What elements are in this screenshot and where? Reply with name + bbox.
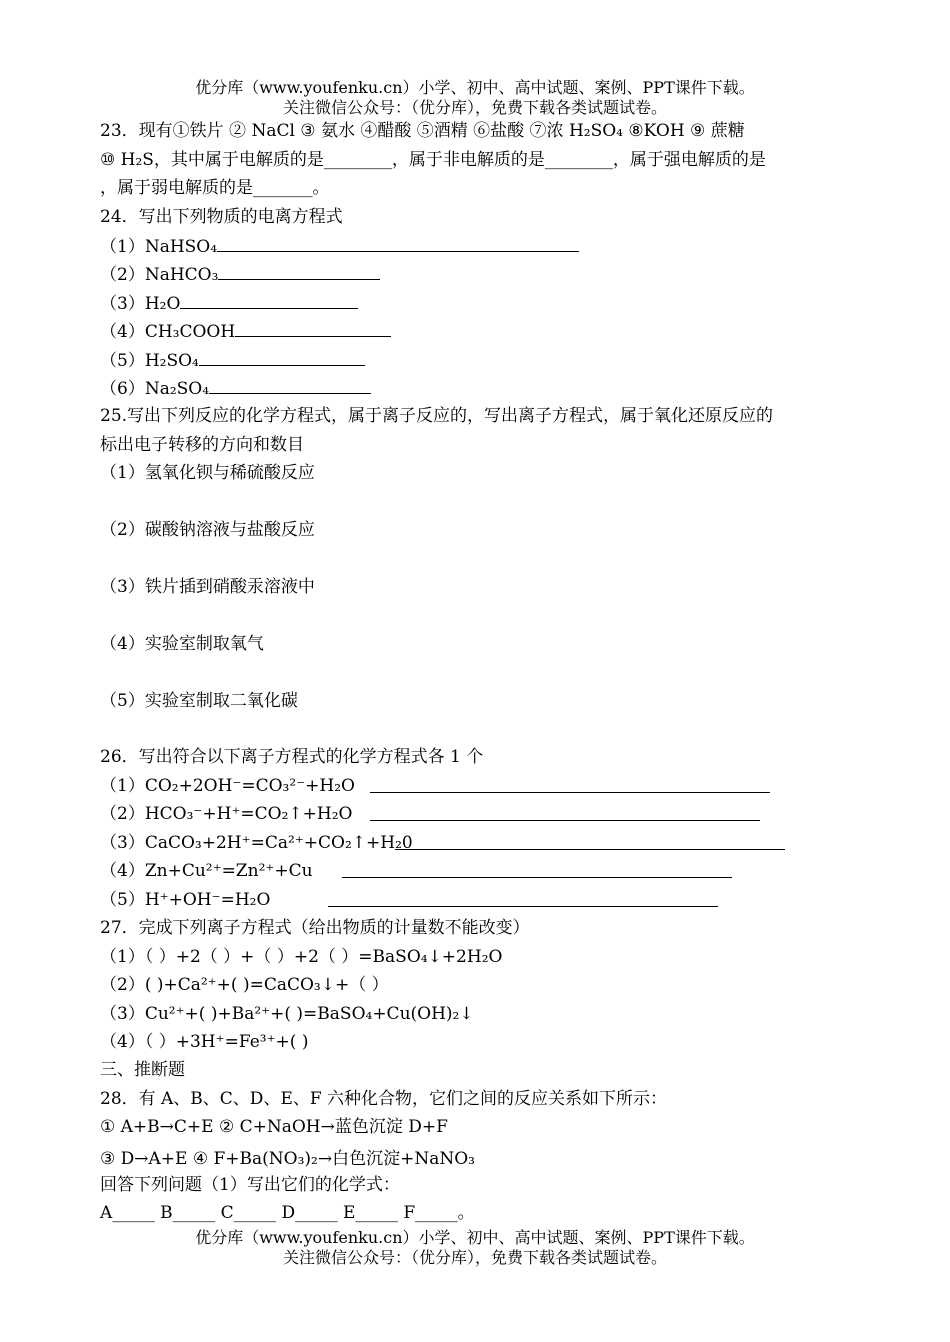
answer-blank[interactable] xyxy=(180,292,358,309)
q28-question: 回答下列问题（1）写出它们的化学式： xyxy=(100,1175,400,1195)
q26-title: 26．写出符合以下离子方程式的化学方程式各 1 个 xyxy=(100,747,484,767)
header-line-1: 优分库（www.youfenku.cn）小学、初中、高中试题、案例、PPT课件下载。 xyxy=(195,78,755,97)
q25-item-4: （4）实验室制取氧气 xyxy=(100,634,264,654)
q26-item-3: （3）CaCO₃+2H⁺=Ca²⁺+CO₂↑+H₂0 xyxy=(100,833,413,853)
q28-title: 28．有 A、B、C、D、E、F 六种化合物，它们之间的反应关系如下所示： xyxy=(100,1089,668,1109)
q27-item-4: （4）（ ）+3H⁺=Fe³⁺+( ) xyxy=(100,1032,309,1052)
answer-blank[interactable] xyxy=(217,235,579,252)
q24-item-1-text: （1）NaHSO₄ xyxy=(100,237,218,257)
q27-item-2: （2）( )+Ca²⁺+( )=CaCO₃↓+（ ） xyxy=(100,975,389,995)
q24-item-2-text: （2）NaHCO₃ xyxy=(100,265,219,285)
q24-item-5 xyxy=(100,349,365,372)
answer-blank[interactable] xyxy=(209,377,371,394)
q23-line-3: ，属于弱电解质的是_______。 xyxy=(100,178,330,198)
answer-blank[interactable] xyxy=(199,349,365,366)
answer-blank[interactable] xyxy=(370,776,770,793)
q26-item-5: （5）H⁺+OH⁻=H₂O xyxy=(100,890,271,910)
q24-item-2 xyxy=(100,263,380,286)
q23-line-2: ⑩ H₂S，其中属于电解质的是________，属于非电解质的是________，属于强电解质的是 xyxy=(100,150,766,170)
q25-line-1: 25.写出下列反应的化学方程式，属于离子反应的，写出离子方程式，属于氧化还原反应的 xyxy=(100,406,774,426)
q24-item-3 xyxy=(100,292,358,315)
header-line-2: 关注微信公众号：（优分库），免费下载各类试题试卷。 xyxy=(282,98,667,117)
footer-line-2: 关注微信公众号：（优分库），免费下载各类试题试卷。 xyxy=(282,1248,667,1267)
answer-blank[interactable] xyxy=(235,320,391,337)
answer-blank[interactable] xyxy=(218,263,380,280)
q24-item-6-text: （6）Na₂SO₄ xyxy=(100,379,210,399)
answer-blank[interactable] xyxy=(342,861,732,878)
q26-item-4: （4）Zn+Cu²⁺=Zn²⁺+Cu xyxy=(100,861,313,881)
q27-item-1: （1）（ ）+2（ ）+（ ）+2（ ）=BaSO₄↓+2H₂O xyxy=(100,947,503,967)
q28-relation-1: ① A+B→C+E ② C+NaOH→蓝色沉淀 D+F xyxy=(100,1117,448,1137)
section-heading: 三、推断题 xyxy=(100,1060,185,1080)
q24-title: 24．写出下列物质的电离方程式 xyxy=(100,207,343,227)
q25-line-2: 标出电子转移的方向和数目 xyxy=(100,435,304,455)
q27-title: 27．完成下列离子方程式（给出物质的计量数不能改变） xyxy=(100,918,530,938)
q28-answer-line: A_____ B_____ C_____ D_____ E_____ F_____。 xyxy=(100,1203,475,1223)
q23-line-1: 23．现有①铁片 ② NaCl ③ 氨水 ④醋酸 ⑤酒精 ⑥盐酸 ⑦浓 H₂SO₄ ⑧KOH ⑨ 蔗糖 xyxy=(100,121,745,141)
q24-item-3-text: （3）H₂O xyxy=(100,294,181,314)
q26-item-2: （2）HCO₃⁻+H⁺=CO₂↑+H₂O xyxy=(100,804,353,824)
answer-blank[interactable] xyxy=(395,833,785,850)
q24-item-5-text: （5）H₂SO₄ xyxy=(100,351,199,371)
q24-item-4-text: （4）CH₃COOH xyxy=(100,322,236,342)
q25-item-2: （2）碳酸钠溶液与盐酸反应 xyxy=(100,520,315,540)
q27-item-3: （3）Cu²⁺+( )+Ba²⁺+( )=BaSO₄+Cu(OH)₂↓ xyxy=(100,1004,474,1024)
q25-item-1: （1）氢氧化钡与稀硫酸反应 xyxy=(100,463,315,483)
q26-item-1: （1）CO₂+2OH⁻=CO₃²⁻+H₂O xyxy=(100,776,355,796)
footer-line-1: 优分库（www.youfenku.cn）小学、初中、高中试题、案例、PPT课件下载。 xyxy=(195,1228,755,1247)
q25-item-3: （3）铁片插到硝酸汞溶液中 xyxy=(100,577,315,597)
q24-item-1 xyxy=(100,235,579,258)
answer-blank[interactable] xyxy=(328,890,718,907)
answer-blank[interactable] xyxy=(370,804,760,821)
q25-item-5: （5）实验室制取二氧化碳 xyxy=(100,691,298,711)
q24-item-4 xyxy=(100,320,391,343)
q28-relation-2: ③ D→A+E ④ F+Ba(NO₃)₂→白色沉淀+NaNO₃ xyxy=(100,1149,475,1169)
q24-item-6 xyxy=(100,377,371,400)
